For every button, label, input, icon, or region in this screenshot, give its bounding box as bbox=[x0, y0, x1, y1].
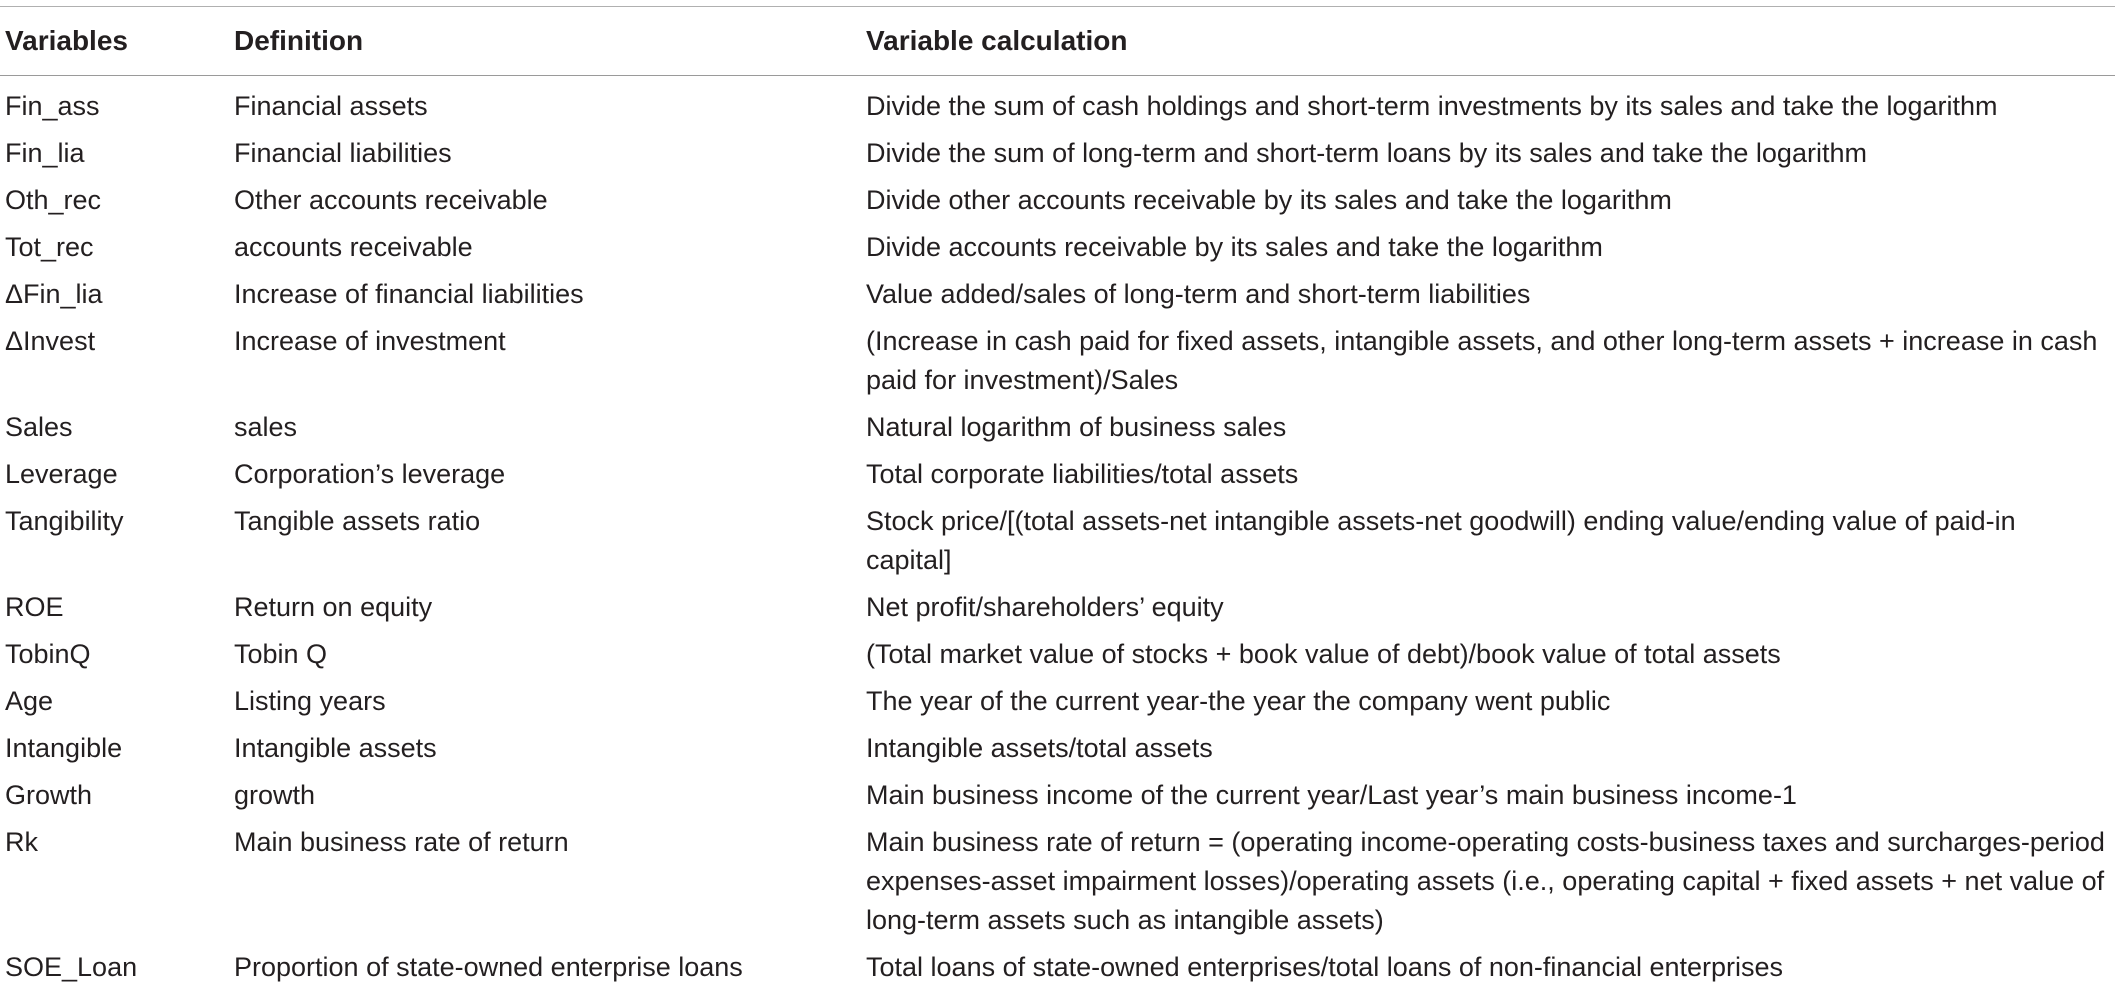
cell-calculation: (Increase in cash paid for fixed assets, intangible assets, and other long-term assets + increase in cash paid for investment)/Sales bbox=[866, 326, 2098, 395]
cell-calculation: Divide other accounts receivable by its sales and take the logarithm bbox=[866, 185, 1672, 215]
row-gap bbox=[0, 126, 2115, 134]
header-definition: Definition bbox=[234, 25, 364, 56]
row-gap bbox=[0, 627, 2115, 635]
table-row bbox=[0, 228, 2115, 267]
cell-definition: Listing years bbox=[234, 686, 386, 716]
cell-variable: Leverage bbox=[5, 459, 118, 489]
table-body bbox=[0, 76, 2115, 987]
table-row bbox=[0, 408, 2115, 447]
cell-calculation: Main business rate of return = (operating income-operating costs-business taxes and surcharges-period expenses-asset impairment losses)/operating assets (i.e., operating capital + fixed assets + net value of long-term assets such as intangible assets) bbox=[866, 827, 2105, 935]
cell-calculation: Main business income of the current year/Last year’s main business income-1 bbox=[866, 780, 1797, 810]
cell-definition: Increase of investment bbox=[234, 326, 506, 356]
cell-definition: Financial liabilities bbox=[234, 138, 452, 168]
cell-calculation: Divide the sum of long-term and short-term loans by its sales and take the logarithm bbox=[866, 138, 1867, 168]
cell-variable: TobinQ bbox=[5, 639, 91, 669]
row-gap bbox=[0, 173, 2115, 181]
cell-calculation: Value added/sales of long-term and short-term liabilities bbox=[866, 279, 1531, 309]
cell-definition: Return on equity bbox=[234, 592, 433, 622]
cell-definition: accounts receivable bbox=[234, 232, 473, 262]
cell-definition: sales bbox=[234, 412, 298, 442]
table-row bbox=[0, 502, 2115, 580]
table-row bbox=[0, 682, 2115, 721]
row-gap bbox=[0, 768, 2115, 776]
row-gap bbox=[0, 940, 2115, 948]
cell-variable: Fin_ass bbox=[5, 91, 100, 121]
table-row bbox=[0, 134, 2115, 173]
cell-variable: Sales bbox=[5, 412, 73, 442]
table-row bbox=[0, 948, 2115, 987]
table-row bbox=[0, 635, 2115, 674]
cell-definition: Proportion of state-owned enterprise loans bbox=[234, 952, 743, 982]
cell-variable: Intangible bbox=[5, 733, 123, 763]
cell-calculation: Intangible assets/total assets bbox=[866, 733, 1213, 763]
table-row bbox=[0, 181, 2115, 220]
variables-table bbox=[0, 6, 2115, 987]
row-gap bbox=[0, 815, 2115, 823]
row-gap bbox=[0, 400, 2115, 408]
row-gap bbox=[0, 721, 2115, 729]
cell-definition: Tobin Q bbox=[234, 639, 328, 669]
cell-calculation: Net profit/shareholders’ equity bbox=[866, 592, 1224, 622]
cell-variable: Oth_rec bbox=[5, 185, 102, 215]
cell-variable: Tangibility bbox=[5, 506, 124, 536]
cell-variable: Growth bbox=[5, 780, 93, 810]
cell-definition: Tangible assets ratio bbox=[234, 506, 481, 536]
row-gap bbox=[0, 674, 2115, 682]
cell-calculation: Natural logarithm of business sales bbox=[866, 412, 1287, 442]
header-variable-calculation: Variable calculation bbox=[866, 25, 1128, 56]
table-row bbox=[0, 588, 2115, 627]
cell-definition: Corporation’s leverage bbox=[234, 459, 506, 489]
cell-variable: Fin_lia bbox=[5, 138, 85, 168]
cell-definition: Main business rate of return bbox=[234, 827, 569, 857]
row-gap bbox=[0, 580, 2115, 588]
table-row bbox=[0, 275, 2115, 314]
table-row bbox=[0, 455, 2115, 494]
cell-variable: Tot_rec bbox=[5, 232, 94, 262]
cell-calculation: Stock price/[(total assets-net intangible assets-net goodwill) ending value/ending value of paid-in capital] bbox=[866, 506, 2016, 575]
table-row bbox=[0, 823, 2115, 940]
cell-calculation: Divide accounts receivable by its sales and take the logarithm bbox=[866, 232, 1603, 262]
cell-variable: Rk bbox=[5, 827, 38, 857]
cell-definition: growth bbox=[234, 780, 316, 810]
table-row bbox=[0, 776, 2115, 815]
table-header-row bbox=[0, 7, 2115, 75]
cell-variable: Age bbox=[5, 686, 54, 716]
cell-definition: Other accounts receivable bbox=[234, 185, 548, 215]
cell-calculation: The year of the current year-the year the company went public bbox=[866, 686, 1611, 716]
row-gap bbox=[0, 220, 2115, 228]
table-row bbox=[0, 729, 2115, 768]
cell-calculation: Divide the sum of cash holdings and short-term investments by its sales and take the logarithm bbox=[866, 91, 1998, 121]
cell-calculation: Total corporate liabilities/total assets bbox=[866, 459, 1299, 489]
cell-variable: ΔFin_lia bbox=[5, 279, 103, 309]
row-gap bbox=[0, 267, 2115, 275]
cell-calculation: Total loans of state-owned enterprises/total loans of non-financial enterprises bbox=[866, 952, 1784, 982]
row-gap bbox=[0, 447, 2115, 455]
cell-variable: SOE_Loan bbox=[5, 952, 138, 982]
cell-definition: Intangible assets bbox=[234, 733, 437, 763]
table-row bbox=[0, 87, 2115, 126]
cell-definition: Financial assets bbox=[234, 91, 428, 121]
row-gap bbox=[0, 494, 2115, 502]
cell-variable: ΔInvest bbox=[5, 326, 96, 356]
cell-definition: Increase of financial liabilities bbox=[234, 279, 584, 309]
table-row bbox=[0, 322, 2115, 400]
cell-variable: ROE bbox=[5, 592, 64, 622]
row-gap bbox=[0, 314, 2115, 322]
header-variables: Variables bbox=[5, 25, 128, 56]
cell-calculation: (Total market value of stocks + book value of debt)/book value of total assets bbox=[866, 639, 1781, 669]
